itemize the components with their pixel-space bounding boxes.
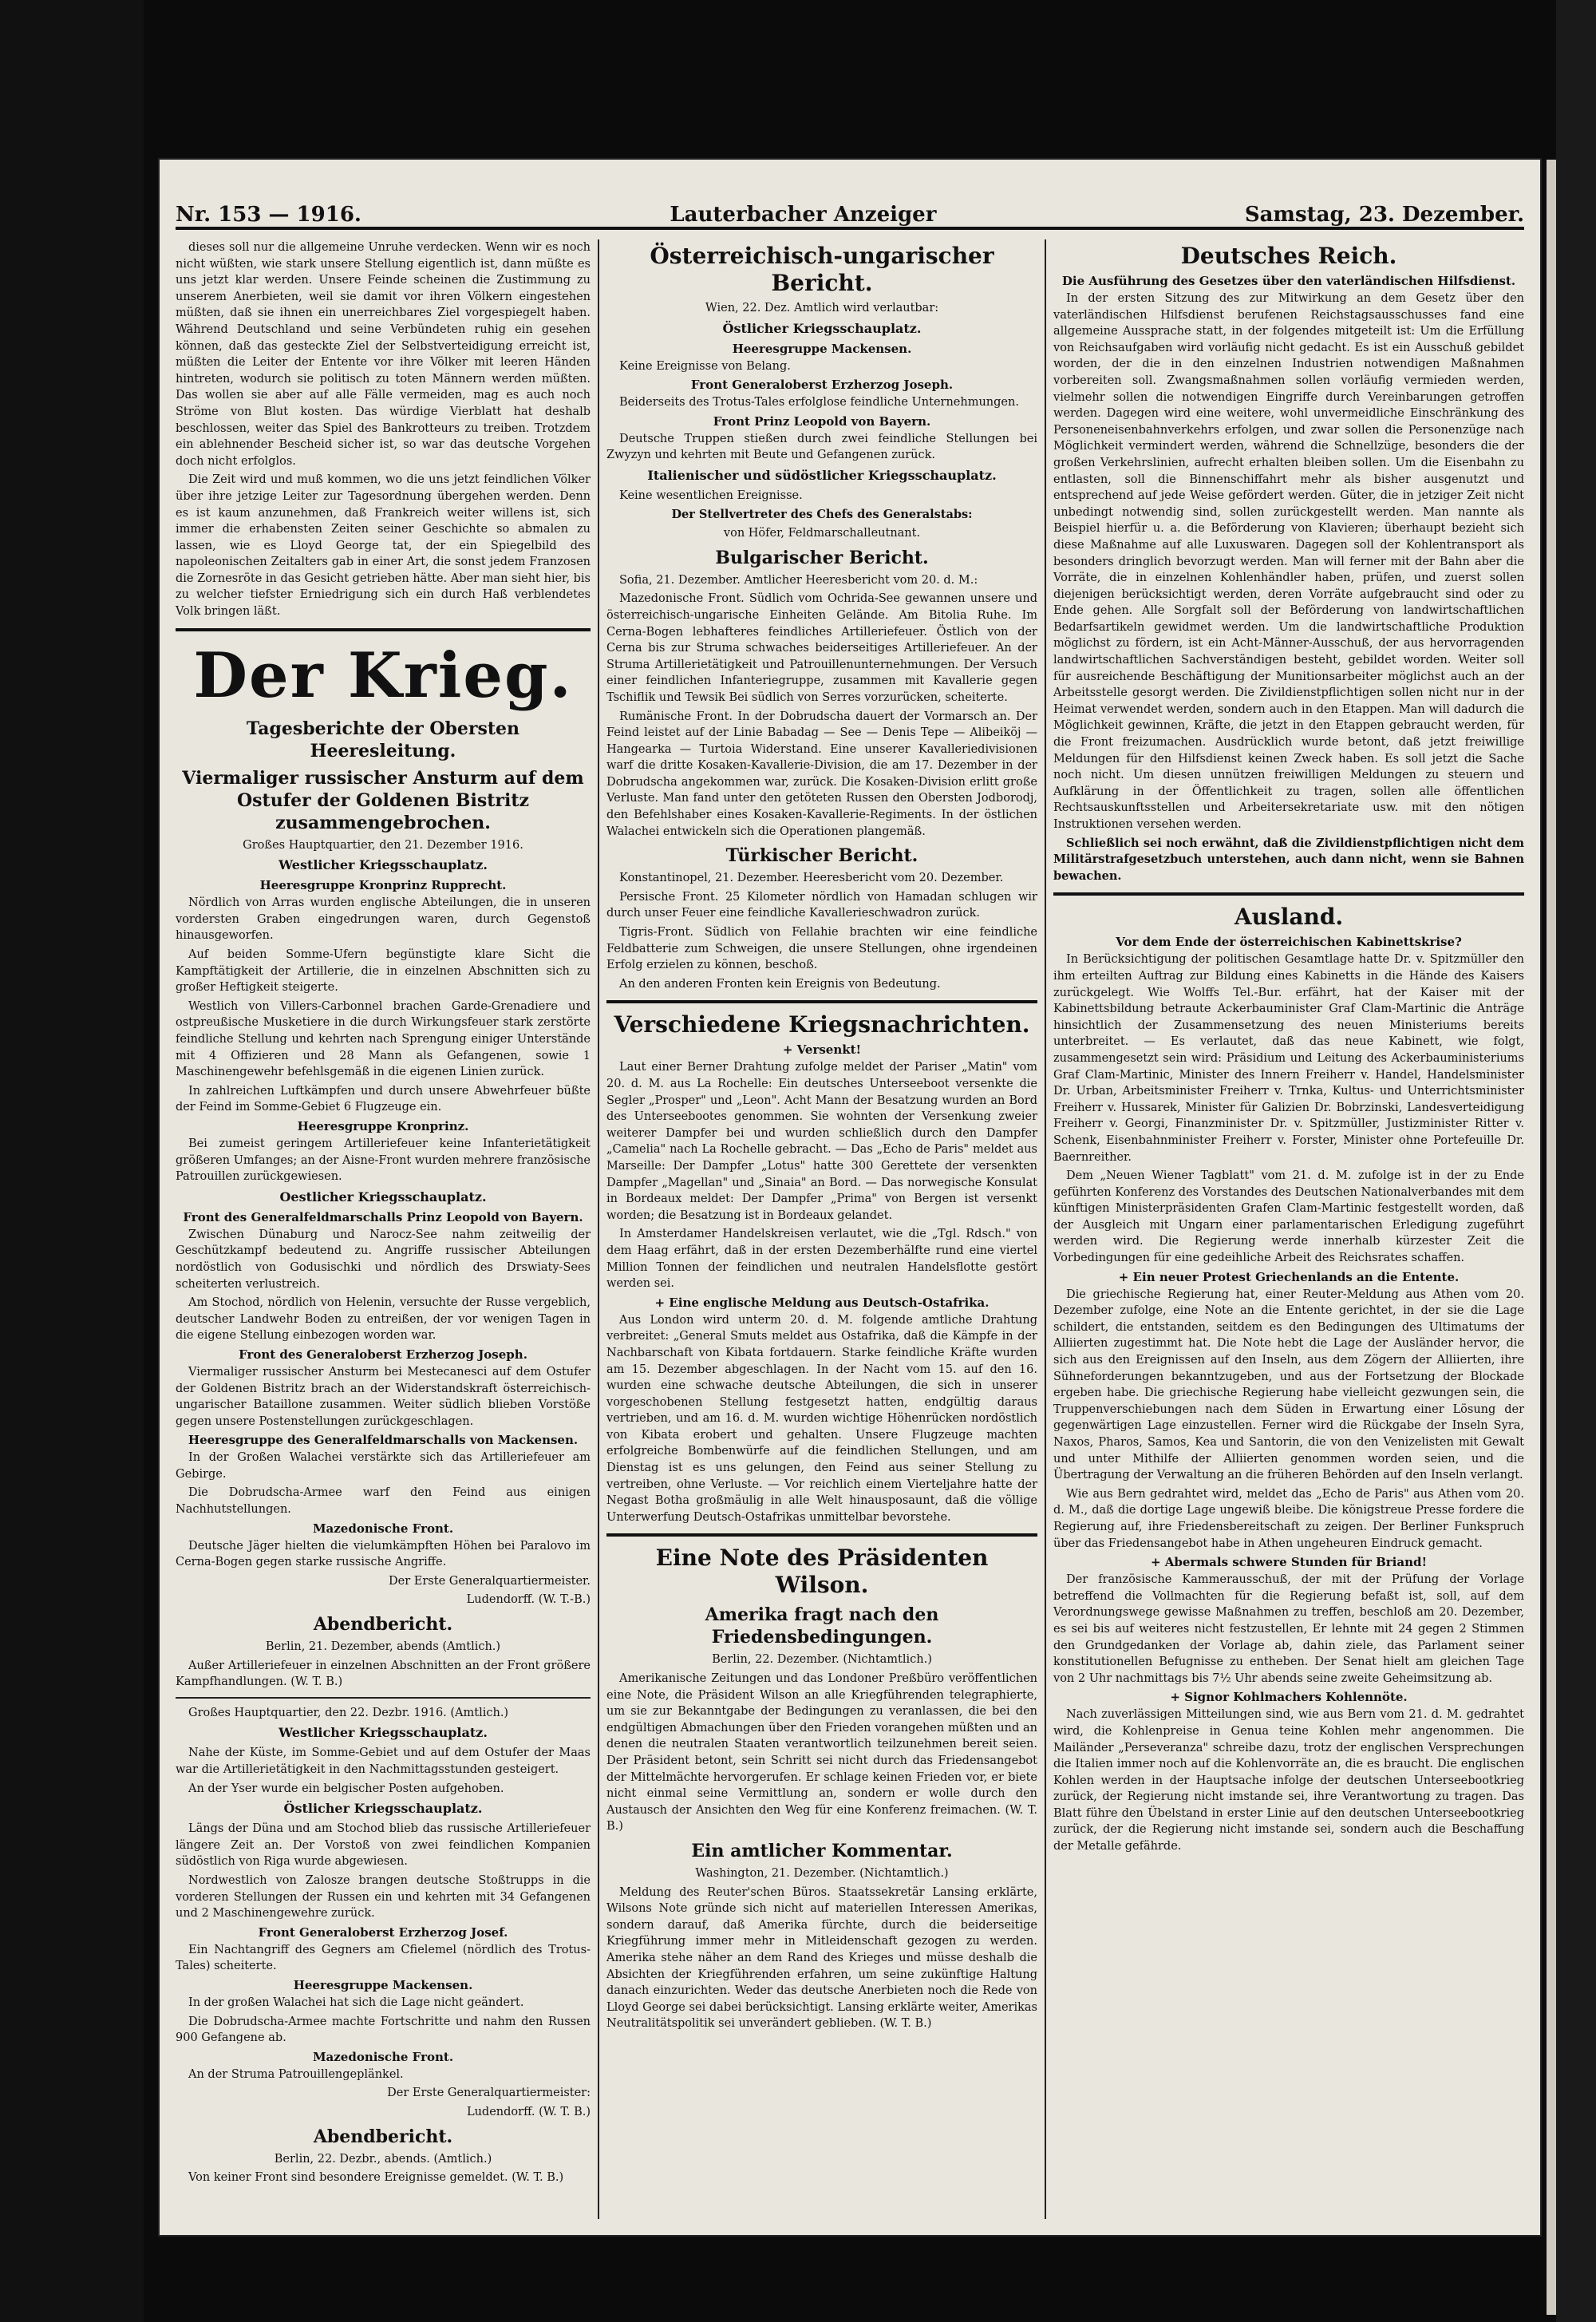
army-group: Heeresgruppe des Generalfeldmarschalls von Mackensen.	[188, 1433, 579, 1448]
paragraph: Nordwestlich von Zalosze brangen deutsche Stoßtrupps in die vorderen Stellungen der Russen ein und kehrten mit 34 Gefangenen und 2 Maschinengewehre zurück.	[176, 1873, 591, 1920]
army-group: Heeresgruppe Kronprinz.	[297, 1118, 469, 1133]
paragraph: Deutsche Jäger hielten die vielumkämpften Höhen bei Paralovo im Cerna-Bogen gegen starke russische Angriffe.	[176, 1539, 591, 1569]
film-border-left	[0, 0, 144, 2322]
army-group: Front Generaloberst Erzherzog Josef.	[258, 1924, 508, 1940]
paragraph: Bei zumeist geringem Artilleriefeuer keine Infanterietätigkeit größeren Umfanges; an der Aisne-Front wurden mehrere französische Patrouillen zurückgewiesen.	[176, 1137, 591, 1184]
paragraph: Persische Front. 25 Kilometer nördlich von Hamadan schlugen wir durch unser Feuer eine feindliche Kavallerieschwadron zurück.	[606, 890, 1037, 920]
section-title: Verschiedene Kriegsnachrichten.	[614, 1011, 1030, 1038]
paragraph: Die Dobrudscha-Armee warf den Feind aus einigen Nachhutstellungen.	[176, 1486, 591, 1517]
dateline: Washington, 21. Dezember. (Nichtamtlich.)	[695, 1866, 949, 1880]
army-group: Heeresgruppe Mackensen.	[732, 341, 912, 356]
section-title: Bulgarischer Bericht.	[715, 547, 929, 568]
paragraph: Die griechische Regierung hat, einer Reuter-Meldung aus Athen vom 20. Dezember zufolge, eine Note an die Entente gerichtet, in der sie die Lage schildert, die entstanden, seitdem es den Bedingungen des Ultimatums der Alliierten zugestimmt hat. Die Note hebt die Lage der Ausländer hervor, die sich aus den Ereignissen auf den Inseln, aus dem Zögern der Alliierten, ihre Sühneforderungen bekanntzugeben, und aus der Fortsetzung der Blockade ergeben habe. Die griechische Regierung habe vielleicht gezwungen sein, die Truppenverschiebungen nach dem Süden in Erwartung einer Lösung der gegenwärtigen Lage einzustellen. Ferner wird die Rückgabe der Inseln Syra, Naxos, Pharos, Samos, Kea und Santorin, die von den Venizelisten mit Gewalt und unter Mithilfe der Alliierten genommen worden seien, und die Übertragung der Verwaltung an die früheren Behörden auf den Inseln verlangt.	[1053, 1288, 1524, 1482]
signature: von Höfer, Feldmarschalleutnant.	[723, 527, 921, 540]
paragraph: Von keiner Front sind besondere Ereignisse gemeldet. (W. T. B.)	[188, 2171, 564, 2185]
article-head: + Abermals schwere Stunden für Briand!	[1150, 1555, 1428, 1570]
column-1	[176, 239, 591, 2189]
issue-date: Samstag, 23. Dezember.	[1244, 203, 1524, 227]
newspaper-page	[160, 160, 1540, 2235]
paragraph: Rumänische Front. In der Dobrudscha dauert der Vormarsch an. Der Feind leistet auf der Linie Babadag — See — Denis Tepe — Alibeiköj — Hangearka — Turtoia Widerstand. Eine unserer Kavalleriedivisionen warf die dritte Kosaken-Kavallerie-Division, die am 17. Dezember in der Dobrudscha angekommen war, zurück. Die Kosaken-Division erlitt große Verluste. Man fand unter den getöteten Russen den Obersten Jodborodj, den Befehlshaber eines Kosaken-Kavallerie-Regiments. In der östlichen Walachei entwickeln sich die Operationen plangemäß.	[606, 710, 1037, 838]
dateline: Berlin, 21. Dezember, abends (Amtlich.)	[265, 1640, 501, 1654]
paragraph: Nahe der Küste, im Somme-Gebiet und auf dem Ostufer der Maas war die Artillerietätigkeit in den Nachmittagsstunden gesteigert.	[176, 1746, 591, 1776]
masthead	[176, 192, 1524, 230]
dateline: Wien, 22. Dez. Amtlich wird verlautbar:	[705, 302, 939, 314]
divider	[176, 628, 591, 631]
paragraph: In der ersten Sitzung des zur Mitwirkung an dem Gesetz über den vaterländischen Hilfsdienst berufenen Reichstagsausschusses fand eine allgemeine Aussprache statt, in der folgendes mitgeteilt ist: Um die Erfüllung von Reichsaufgaben wird vorläufig nicht gedacht. Es ist ein Ausschuß gebildet worden, der die in den einzelnen Industrien notwendigen Maßnahmen vorbereiten soll. Zwangsmaßnahmen sollen vorläufig vermieden werden, vielmehr sollen die notwendigen Eingriffe durch Vereinbarungen getroffen werden. Dagegen wird eine weitere, wohl unvermeidliche Einschränkung des Personeneisenbahnverkehrs erfolgen, und zwar sollen die Personenzüge nach Möglichkeit vermindert werden, während die Schnellzüge, besonders die der großen Verkehrslinien, aufrecht erhalten bleiben sollen. Um die Eisenbahn zu entlasten, soll die Binnenschiffahrt mehr als bisher ausgenutzt und entsprechend auf jede Weise gefördert werden. Güter, die in jetziger Zeit nicht unbedingt notwendig sind, sollen zurückgestellt werden. Man nannte als Beispiel hierfür u. a. die Beförderung von Klavieren; überhaupt bezieht sich diese Maßnahme auf alle Luxuswaren. Dagegen soll der Kohlentransport als besonders dringlich bevorzugt werden. Man will ferner mit der Bahn aber die Vorräte, die in einzelnen Kohlenhändler haben, prüfen, und zuerst sollen diejenigen berücksichtigt werden, deren Vorräte aufgebraucht sind oder zu Ende gehen. Alle Sorgfalt soll der Beförderung von landwirtschaftlichen Bedarfsartikeln gewidmet werden. Um die landwirtschaftliche Produktion möglichst zu fördern, ist ein Acht-Männer-Ausschuß, der aus hervorragenden landwirtschaftlichen Sachverständigen besteht, gebildet worden. Weiter soll für ausreichende Beschäftigung der Munitionsarbeiter möglichst auch an der Arbeitsstelle gesorgt werden. Die Zivildienstpflichtigen sollen nicht nur in der Heimat verwendet werden, sondern auch in den Etappen. Man will dadurch die Möglichkeit gewinnen, Kräfte, die jetzt in den Etappen gebraucht werden, für die Front freizumachen. Ausdrücklich wurde betont, daß jetzt freiwillige Meldungen für den Hilfsdienst keinen Zweck haben. Es soll jetzt die Sache noch nicht. Um diesen unnützen freiwilligen Meldungen zu steuern und Aufklärung in der Öffentlichkeit zu tragen, sollen alle öffentlichen Rechtsauskunftsstellen und Arbeitersekretariate usw. mit den nötigen Instruktionen versehen werden.	[1053, 292, 1524, 831]
paragraph: Meldung des Reuter'schen Büros. Staatssekretär Lansing erklärte, Wilsons Note gründe sich nicht auf materiellen Interessen Amerikas, sondern darauf, daß Amerika fürchte, durch die beiderseitige Kriegführung immer mehr in Mitleidenschaft gezogen zu werden. Amerika stehe näher an dem Rand des Krieges und müsse deshalb die Absichten der Kriegführenden erfahren, um seine zukünftige Haltung danach einzurichten. Weder das deutsche Anerbieten noch die Rede von Lloyd George sei dabei berücksichtigt. Lansing erklärte weiter, Amerikas Neutralitätspolitik sei unverändert geblieben. (W. T. B.)	[606, 1885, 1037, 2031]
paragraph: Außer Artilleriefeuer in einzelnen Abschnitten an der Front größere Kampfhandlungen. (W. T. B.)	[176, 1659, 591, 1689]
paragraph: Keine wesentlichen Ereignisse.	[619, 489, 803, 502]
subheading: Östlicher Kriegsschauplatz.	[722, 320, 922, 336]
paragraph: Längs der Düna und am Stochod blieb das russische Artilleriefeuer längere Zeit an. Der Vorstoß von zwei feindlichen Kompanien südöstlich von Riga wurde abgewiesen.	[176, 1822, 591, 1869]
signature: Der Stellvertreter des Chefs des Generalstabs:	[671, 507, 973, 521]
paragraph: Auf beiden Somme-Ufern begünstigte klare Sicht die Kampftätigkeit der Artillerie, die in einzelnen Abschnitten sich zu großer Heftigkeit steigerte.	[176, 948, 591, 995]
paragraph: Nördlich von Arras wurden englische Abteilungen, die in unseren vordersten Graben eingedrungen waren, durch Gegenstoß hinausgeworfen.	[176, 896, 591, 943]
paragraph: Tigris-Front. Südlich von Fellahie brachten wir eine feindliche Feldbatterie zum Schweigen, die unsere Stellungen, ohne irgendeinen Erfolg erzielen zu können, beschoß.	[606, 926, 1037, 972]
paragraph: Sofia, 21. Dezember. Amtlicher Heeresbericht vom 20. d. M.:	[619, 573, 978, 587]
dateline: Berlin, 22. Dezbr., abends. (Amtlich.)	[274, 2152, 492, 2166]
issue-number: Nr. 153 — 1916.	[176, 203, 361, 227]
subheading: Oestlicher Kriegsschauplatz.	[279, 1189, 487, 1205]
paragraph: Aus London wird unterm 20. d. M. folgende amtliche Drahtung verbreitet: „General Smuts meldet aus Ostafrika, daß die Kämpfe in der Nachbarschaft von Kibata fortdauern. Starke feindliche Kräfte wurden am 15. Dezember abgeschlagen. In der Nacht vom 15. auf den 16. wurden eine schwache deutsche Abteilungen, die sich in unserer vorgeschobenen Stellung festgesetzt hatten, endgültig daraus vertrieben, und am 16. d. M. wurden wichtige Höhenrücken nordöstlich von Kibata erobert und gehalten. Unsere Flugzeuge machten erfolgreiche Bombenwürfe auf die feindlichen Stellungen, und am Dienstag ist es uns gelungen, den Feind aus seiner Stellung zu vertreiben, ohne Verluste. — Vor reichlich einem Vierteljahre hatte der Negast Botha großmäulig in alle Welt hinausposaunt, daß die völlige Unterwerfung Deutsch-Ostafrikas unmittelbar bevorstehe.	[606, 1313, 1037, 1524]
paragraph: Schließlich sei noch erwähnt, daß die Zivildienstpflichtigen nicht dem Militärstrafgesetzbuch unterstehen, auch dann nicht, wenn sie Bahnen bewachen.	[1053, 836, 1524, 883]
column-3	[1053, 239, 1524, 1857]
paragraph: Amerikanische Zeitungen und das Londoner Preßbüro veröffentlichen eine Note, die Präsident Wilson an alle Kriegführenden telegraphierte, um sie zur Bekanntgabe der Bedingungen zu veranlassen, die bei den endgültigen Abmachungen über den Frieden vorangehen müßten und an denen die neutralen Staaten verantwortlich teilzunehmen bereit seien. Der Präsident betont, sein Schritt sei nicht durch das Friedensangebot der Mittelmächte hervorgerufen. Er schlage keinen Frieden vor, er biete nicht einmal seine Vermittlung an, sondern er wolle durch den Austausch der Ansichten den Weg für eine Konferenz freimachen. (W. T. B.)	[606, 1672, 1037, 1833]
dateline: Berlin, 22. Dezember. (Nichtamtlich.)	[712, 1653, 932, 1667]
section-title: Eine Note des Präsidenten Wilson.	[655, 1545, 989, 1599]
article-head: + Signor Kohlmachers Kohlennöte.	[1170, 1690, 1408, 1705]
paragraph: An der Yser wurde ein belgischer Posten aufgehoben.	[188, 1782, 504, 1795]
article-head: Vor dem Ende der österreichischen Kabinettskrise?	[1116, 935, 1462, 950]
paragraph: In Amsterdamer Handelskreisen verlautet, wie die „Tgl. Rdsch." von dem Haag erfährt, daß in der ersten Dezemberhälfte rund eine viertel Million Tonnen der feindlichen und neutralen Handelsflotte gestört werden sei.	[606, 1228, 1037, 1291]
divider	[176, 1697, 591, 1699]
section-title: Deutsches Reich.	[1180, 243, 1397, 269]
article-head: + Versenkt!	[782, 1042, 862, 1058]
signature: Ludendorff. (W. T. B.)	[466, 2105, 591, 2118]
signature: Ludendorff. (W. T.-B.)	[466, 1593, 591, 1607]
subheading: Abendbericht.	[313, 2126, 453, 2147]
paragraph: dieses soll nur die allgemeine Unruhe verdecken. Wenn wir es noch nicht wüßten, wie stark unsere Stellung eigentlich ist, dann müßte es uns jetzt klar werden. Unsere Feinde scheinen die Zustimmung zu unserem Anerbieten, weil sie damit vor ihren Völkern eingestehen müßten, daß sie ihnen ein unerreichbares Ziel vorgespiegelt haben. Während Deutschland und seine Verbündeten ruhig ein gesehen können, daß das gesteckte Ziel der Selbstverteidigung erreicht ist, müßten die Leiter der Entente vor ihre Völker mit leeren Händen hintreten, wodurch sie politisch zu toten Männern werden müßten. Das wollen sie aber auf alle Fälle vermeiden, mag es auch noch Ströme von Blut kosten. Das würdige Vierblatt hat deshalb beschlossen, weiter das Spiel des Bankrotteurs zu treiben. Trotzdem ein ablehnender Bescheid sicher ist, so war das deutsche Vorgehen doch nicht erfolglos.	[176, 241, 591, 468]
article-head: Die Ausführung des Gesetzes über den vaterländischen Hilfsdienst.	[1061, 274, 1516, 288]
paragraph: Keine Ereignisse von Belang.	[619, 359, 791, 373]
army-group: Mazedonische Front.	[312, 1521, 454, 1536]
signature: Der Erste Generalquartiermeister.	[389, 1574, 591, 1588]
divider	[606, 1533, 1037, 1537]
column-2	[606, 239, 1037, 2035]
subheading: Westlicher Kriegsschauplatz.	[279, 857, 488, 873]
army-group: Mazedonische Front.	[312, 2049, 454, 2064]
divider	[606, 1000, 1037, 1003]
paragraph: Deutsche Truppen stießen durch zwei feindliche Stellungen bei Zwyzyn und kehrten mit Beute und Gefangenen zurück.	[606, 432, 1037, 462]
paragraph: Nach zuverlässigen Mitteilungen sind, wie aus Bern vom 21. d. M. gedrahtet wird, die Kohlenpreise in Genua teine Kohlen mehr angenommen. Die Mailänder „Perseveranza" schreibe dazu, trotz der englischen Versprechungen die Italien immer noch auf die Kohlenvorräte an, die es braucht. Die englischen Kohlen werden in der Hauptsache infolge der deutschen Unterseebootkrieg zurück, der Regierung nicht imstande sei, ihre Verantwortung zu tragen. Das Blatt führe den Übelstand in erster Linie auf den deutschen Unterseebootkrieg zurück, der die Regierung nicht imstande sei, sondern auch die Beschaffung der Metalle gefährde.	[1053, 1708, 1524, 1853]
paragraph: Konstantinopel, 21. Dezember. Heeresbericht vom 20. Dezember.	[619, 872, 1004, 885]
article-head: + Ein neuer Protest Griechenlands an die Entente.	[1118, 1269, 1460, 1284]
divider	[1053, 892, 1524, 896]
newspaper-name: Lauterbacher Anzeiger	[670, 203, 937, 227]
paragraph: Die Dobrudscha-Armee machte Fortschritte und nahm den Russen 900 Gefangene ab.	[176, 2015, 591, 2045]
paragraph: Am Stochod, nördlich von Helenin, versuchte der Russe vergeblich, deutscher Landwehr Boden zu entreißen, der vor wenigen Tagen in die eigene Stellung einbezogen worden war.	[176, 1296, 591, 1343]
paragraph: An den anderen Fronten kein Ereignis von Bedeutung.	[619, 977, 941, 991]
paragraph: Laut einer Berner Drahtung zufolge meldet der Pariser „Matin" vom 20. d. M. aus La Rochelle: Ein deutsches Unterseeboot versenkte die Segler „Prosper" und „Leon". Acht Mann der Besatzung wurden an Bord des Unterseebootes genommen. Sie wohnten der Versenkung zweier weiterer Dampfer bei und wurden schließlich durch den Dampfer „Camelia" nach La Rochelle gebracht. — Das „Echo de Paris" meldet aus Marseille: Der Dampfer „Lotus" hatte 300 Gerettete der versenkten Dampfer „Magellan" und „Sinaia" an Bord. — Das norwegische Konsulat in Bordeaux meldet: Der Dampfer „Prima" von Bergen ist versenkt worden; die Besatzung ist in Bordeaux gelandet.	[606, 1061, 1037, 1222]
section-title-war: Der Krieg.	[193, 639, 573, 712]
paragraph: Die Zeit wird und muß kommen, wo die uns jetzt feindlichen Völker über ihre jetzige Leiter zur Tagesordnung übergehen werden. Denn es ist kaum anzunehmen, daß Frankreich weiter willens ist, sich immer die erhabensten Zeiten seiner Geschichte so abmalen zu lassen, wie es Lloyd George tat, der ein Spiegelbild des napoleonischen Zeitalters gab in einer Art, die sonst jedem Franzosen die Zornesröte in das Gesicht getrieben hätte. Aber man sieht hier, bis zu welcher tiefster Erniedrigung sich ein durch Haß verblendetes Volk bringen läßt.	[176, 473, 591, 619]
paragraph: In der Großen Walachei verstärkte sich das Artilleriefeuer am Gebirge.	[176, 1451, 591, 1481]
section-title: Österreichisch-ungarischer Bericht.	[650, 243, 994, 296]
dateline: Großes Hauptquartier, den 22. Dezbr. 1916. (Amtlich.)	[188, 1706, 509, 1719]
subheading: Abendbericht.	[313, 1614, 453, 1636]
article-head: + Eine englische Meldung aus Deutsch-Ostafrika.	[654, 1295, 990, 1310]
section-title: Ausland.	[1234, 904, 1344, 931]
subheading: Italienischer und südöstlicher Kriegsschauplatz.	[647, 467, 997, 483]
paragraph: Mazedonische Front. Südlich vom Ochrida-See gewannen unsere und österreichisch-ungarische Einheiten Gelände. Am Bitolia Ruhe. Im Cerna-Bogen lebhafteres feindliches Artilleriefeuer. Östlich von der Cerna bis zur Struma schwaches beiderseitiges Artilleriefeuer. An der Struma Artillerietätigkeit und Patrouillenunternehmungen. Der Versuch einer feindlichen Infanteriegruppe, zusammen mit Kavallerie gegen Tschiflik und Tewsik Bei südlich von Serres vorzurücken, scheiterte.	[606, 592, 1037, 704]
headline: Viermaliger russischer Ansturm auf dem Ostufer der Goldenen Bistritz zusammengebrochen.	[182, 767, 584, 833]
paragraph: Ein Nachtangriff des Gegners am Cfielemel (nördlich des Trotus-Tales) scheiterte.	[176, 1943, 591, 1973]
paragraph: Westlich von Villers-Carbonnel brachen Garde-Grenadiere und ostpreußische Musketiere in die durch Wirkungsfeuer stark zerstörte feindliche Stellung und kehrten nach Sprengung einiger Unterstände mit 4 Offizieren und 28 Mann als Gefangenen, sowie 1 Maschinengewehr befehlsgemäß in die eigenen Linien zurück.	[176, 999, 591, 1079]
paragraph: In Berücksichtigung der politischen Gesamtlage hatte Dr. v. Spitzmüller den ihm erteilten Auftrag zur Bildung eines Kabinetts in die Hände des Kaisers zurückgelegt. Wie Wolffs Tel.-Bur. erfährt, hat der Kaiser mit der Kabinettsbildung betraute Ackerbauminister Graf Clam-Martinic die Anträge hinsichtlich der Zusammensetzung des neuen Ministeriums bereits unterbreitet. — Es verlautet, daß das neue Kabinett, wie folgt, zusammengesetzt sein wird: Präsidium und Leitung des Ackerbauministeriums Graf Clam-Martinic, Minister des Innern Freiherr v. Handel, Handelsminister Dr. Urban, Arbeitsminister Freiherr v. Trnka, Kultus- und Unterrichtsminister Freiherr v. Hussarek, Minister für Galizien Dr. Bobrzinski, Landesverteidigung Freiherr v. Georgi, Finanzminister Dr. v. Spitzmüller, Justizminister Ritter v. Schenk, Eisenbahnminister Freiherr v. Forster, Minister ohne Portefeuille Dr. Baernreither.	[1053, 953, 1524, 1164]
column-divider	[1045, 239, 1046, 2219]
paragraph: Zwischen Dünaburg und Narocz-See nahm zeitweilig der Geschützkampf bedeutend zu. Angriffe russischer Abteilungen nordöstlich von Godusischki und nördlich des Drswiaty-Sees scheiterten verlustreich.	[176, 1228, 591, 1291]
signature: Der Erste Generalquartiermeister:	[387, 2087, 591, 2100]
army-group: Heeresgruppe Kronprinz Rupprecht.	[259, 878, 507, 893]
paragraph: Viermaliger russischer Ansturm bei Mestecanesci auf dem Ostufer der Goldenen Bistritz brach an der Widerstandskraft österreichisch-ungarischer Bataillone zusammen. Weiter südlich blieben Vorstöße gegen unsere Postenstellungen zurückgeschlagen.	[176, 1365, 591, 1428]
paragraph: Dem „Neuen Wiener Tagblatt" vom 21. d. M. zufolge ist in der zu Ende geführten Konferenz des Vorstandes des Deutschen Nationalverbandes mit dem künftigen Ministerpräsidenten Grafen Clam-Martinic festgestellt worden, daß der Ausgleich mit Ungarn einer parlamentarischen Erledigung zugeführt werden wird. Die Regierung werde innerhalb kürzester Zeit die Vorbedingungen für eine gedeihliche Arbeit des Reichsrates schaffen.	[1053, 1169, 1524, 1265]
dateline: Großes Hauptquartier, den 21. Dezember 1916.	[243, 838, 523, 852]
army-group: Front Prinz Leopold von Bayern.	[713, 413, 931, 429]
paragraph: Beiderseits des Trotus-Tales erfolglose feindliche Unternehmungen.	[619, 396, 1019, 409]
army-group: Heeresgruppe Mackensen.	[293, 1977, 473, 1992]
paragraph: An der Struma Patrouillengeplänkel.	[188, 2067, 404, 2081]
paragraph: In zahlreichen Luftkämpfen und durch unsere Abwehrfeuer büßte der Feind im Somme-Gebiet 6 Flugzeuge ein.	[176, 1084, 591, 1114]
section-subtitle: Tagesberichte der Obersten Heeresleitung.	[246, 718, 520, 761]
film-border-right	[1556, 0, 1596, 2322]
section-title: Türkischer Bericht.	[725, 845, 918, 867]
subheading: Westlicher Kriegsschauplatz.	[279, 1725, 488, 1741]
subheading: Östlicher Kriegsschauplatz.	[283, 1801, 483, 1817]
paragraph: Der französische Kammerausschuß, der mit der Prüfung der Vorlage betreffend die Vollmachten für die Regierung befaßt ist, soll, auf dem Verordnungswege gewisse Maßnahmen zu treffen, beschloß am 20. Dezember, es sei bis auf weiteres nicht festzustellen, Er lehnte mit 24 gegen 2 Stimmen den Grundgedanken der Vorlage ab, dahin ziele, das Parlament seiner konstitutionellen Befugnisse zu entheben. Der Senat hielt am gleichen Tage von 2 Uhr nachmittags bis 7½ Uhr abends seine zweite Geheimsitzung ab.	[1053, 1573, 1524, 1685]
army-group: Front Generaloberst Erzherzog Joseph.	[690, 378, 954, 393]
paragraph: Wie aus Bern gedrahtet wird, meldet das „Echo de Paris" aus Athen vom 20. d. M., daß die dortige Lage ungewiß bleibe. Die königstreue Presse fordere die Regierung auf, ihre Friedensbereitschaft zu zeigen. Der Berliner Funkspruch über das Friedensangebot habe in Athen ungeheuren Eindruck gemacht.	[1053, 1487, 1524, 1550]
army-group: Front des Generalfeldmarschalls Prinz Leopold von Bayern.	[183, 1209, 583, 1224]
paragraph: In der großen Walachei hat sich die Lage nicht geändert.	[188, 1996, 524, 2009]
headline: Amerika fragt nach den Friedensbedingungen.	[705, 1604, 939, 1648]
column-divider	[598, 239, 599, 2219]
subheading: Ein amtlicher Kommentar.	[691, 1840, 953, 1861]
army-group: Front des Generaloberst Erzherzog Joseph.	[239, 1347, 527, 1362]
